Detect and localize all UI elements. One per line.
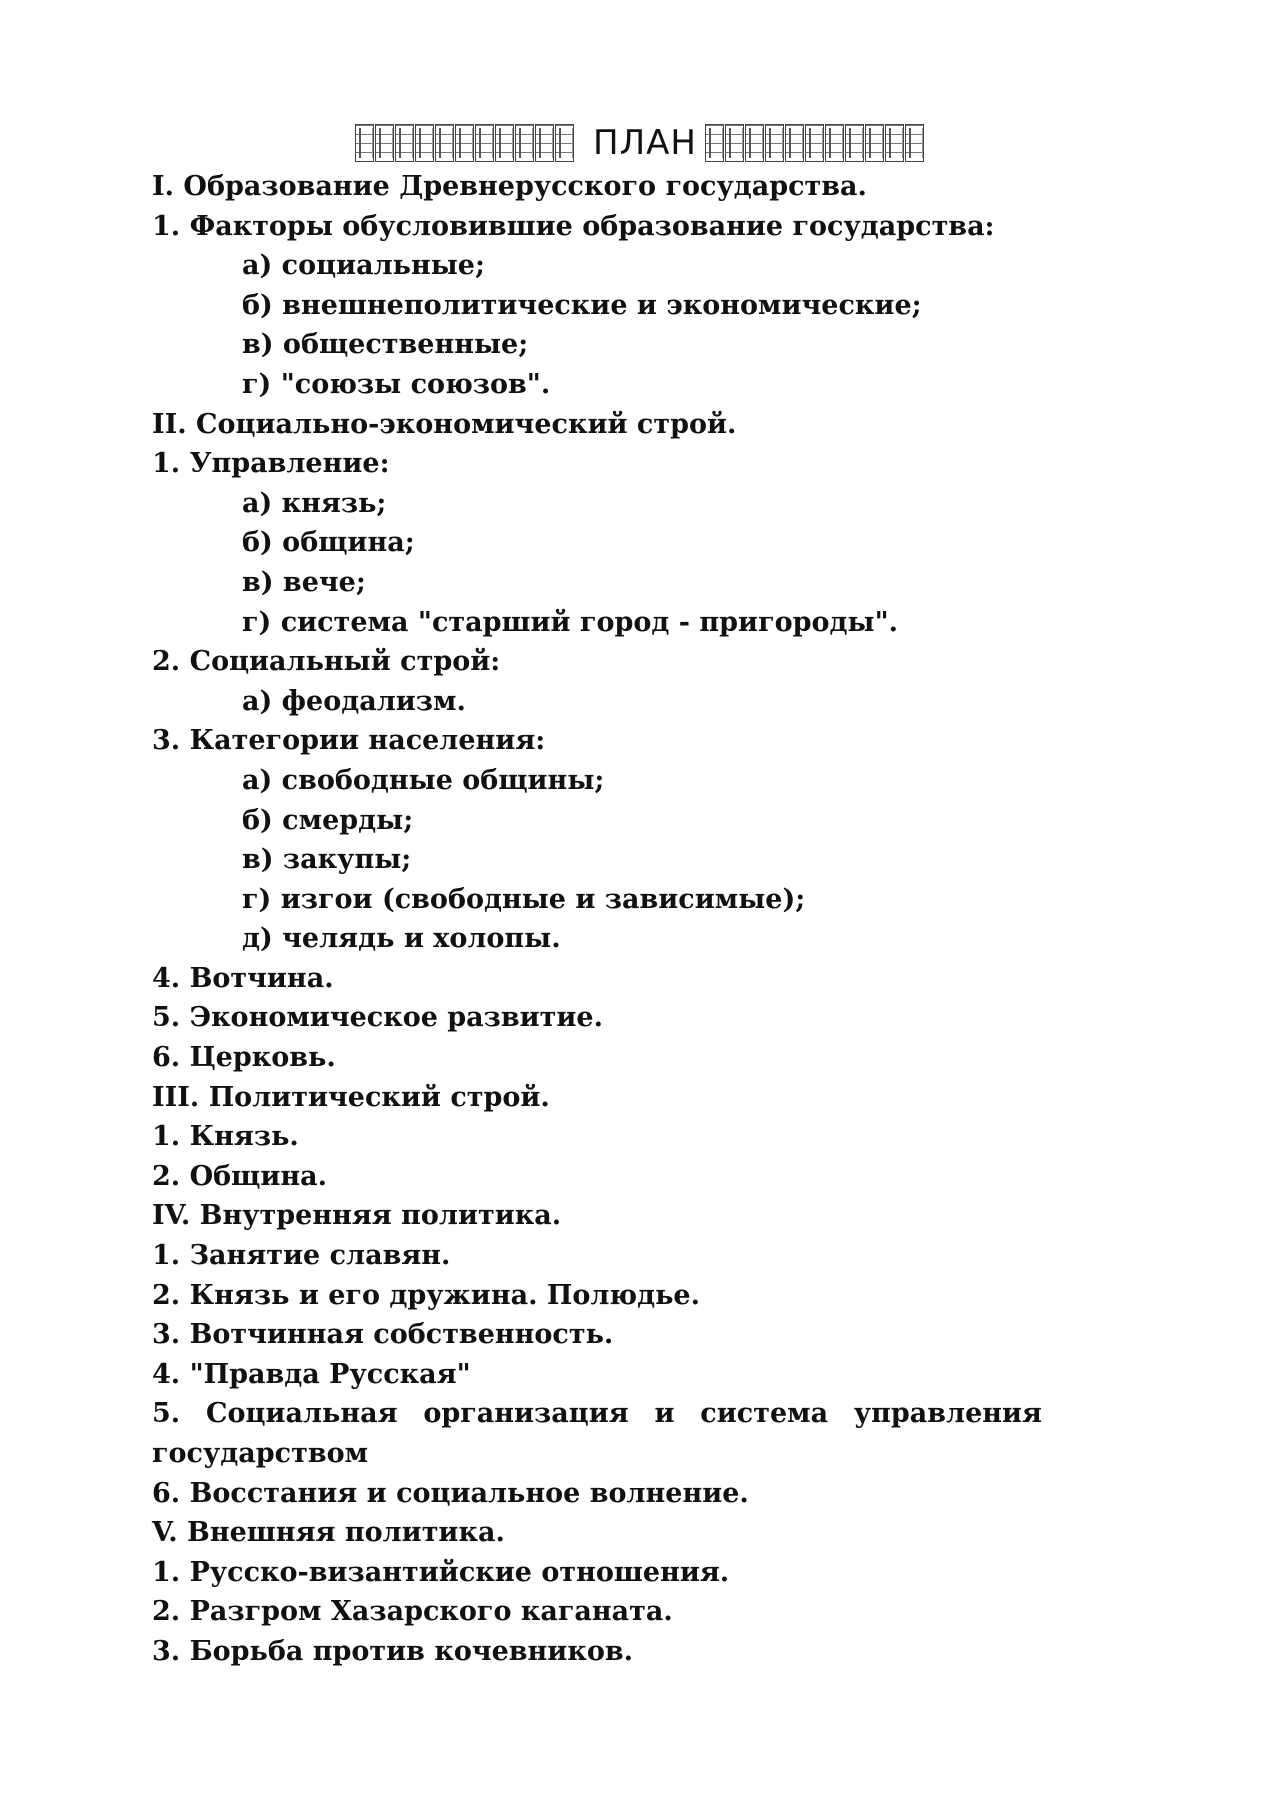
title-line xyxy=(0,118,1280,168)
outline-subitem: а) социальные; xyxy=(242,250,485,282)
missing-glyph-icon xyxy=(455,124,474,162)
outline-item: V. Внешняя политика. xyxy=(152,1517,505,1549)
outline-item: 4. "Правда Русская" xyxy=(152,1358,471,1390)
page-title: ПЛАН xyxy=(593,123,697,163)
missing-glyph-icon xyxy=(435,124,454,162)
outline-item: 1. Факторы обусловившие образование государства: xyxy=(152,210,995,242)
outline-item: 6. Восстания и социальное волнение. xyxy=(152,1477,749,1509)
missing-glyph-run-right xyxy=(705,124,925,162)
outline-item: II. Социально-экономический строй. xyxy=(152,408,737,440)
missing-glyph-icon xyxy=(865,124,884,162)
outline-subitem: г) "союзы союзов". xyxy=(242,368,551,400)
missing-glyph-icon xyxy=(765,124,784,162)
outline-item: 3. Борьба против кочевников. xyxy=(152,1635,634,1667)
outline-subitem: в) закупы; xyxy=(242,844,412,876)
missing-glyph-icon xyxy=(885,124,904,162)
missing-glyph-icon xyxy=(845,124,864,162)
outline-subitem: а) феодализм. xyxy=(242,685,466,717)
outline-subitem: б) смерды; xyxy=(242,804,414,836)
outline-item: 2. Князь и его дружина. Полюдье. xyxy=(152,1279,701,1311)
outline-item: 2. Община. xyxy=(152,1160,328,1192)
missing-glyph-run-left xyxy=(355,124,575,162)
outline-subitem: а) свободные общины; xyxy=(242,764,605,796)
outline-item: 5. Социальная организация и система управления государством xyxy=(152,1398,1042,1469)
missing-glyph-icon xyxy=(495,124,514,162)
outline-subitem: б) община; xyxy=(242,527,415,559)
outline-item: III. Политический строй. xyxy=(152,1081,550,1113)
outline-item: 3. Вотчинная собственность. xyxy=(152,1319,614,1351)
outline-item: IV. Внутренняя политика. xyxy=(152,1200,562,1232)
outline-item: 1. Управление: xyxy=(152,448,390,480)
missing-glyph-icon xyxy=(375,124,394,162)
missing-glyph-icon xyxy=(415,124,434,162)
outline-item: I. Образование Древнерусского государства. xyxy=(152,171,867,202)
missing-glyph-icon xyxy=(395,124,414,162)
outline-subitem: б) внешнеполитические и экономические; xyxy=(242,289,922,321)
outline-item: 3. Категории населения: xyxy=(152,725,546,757)
outline-item: 1. Занятие славян. xyxy=(152,1240,451,1272)
outline-subitem: г) изгои (свободные и зависимые); xyxy=(242,883,806,915)
outline-item: 2. Социальный строй: xyxy=(152,646,501,678)
outline-item: 1. Князь. xyxy=(152,1121,299,1153)
outline-subitem: д) челядь и холопы. xyxy=(242,923,561,955)
missing-glyph-icon xyxy=(785,124,804,162)
outline-subitem: г) система "старший город - пригороды". xyxy=(242,606,899,638)
outline-item: 2. Разгром Хазарского каганата. xyxy=(152,1596,673,1628)
outline-subitem: в) общественные; xyxy=(242,329,529,361)
outline-item: 6. Церковь. xyxy=(152,1042,336,1074)
missing-glyph-icon xyxy=(355,124,374,162)
missing-glyph-icon xyxy=(805,124,824,162)
missing-glyph-icon xyxy=(535,124,554,162)
missing-glyph-icon xyxy=(745,124,764,162)
missing-glyph-icon xyxy=(515,124,534,162)
missing-glyph-icon xyxy=(905,124,924,162)
plan-outline xyxy=(152,167,1152,1672)
missing-glyph-icon xyxy=(705,124,724,162)
missing-glyph-icon xyxy=(555,124,574,162)
outline-subitem: а) князь; xyxy=(242,487,387,519)
outline-item: 4. Вотчина. xyxy=(152,962,334,994)
outline-item: 1. Русско-византийские отношения. xyxy=(152,1556,730,1588)
outline-subitem: в) вече; xyxy=(242,566,366,598)
missing-glyph-icon xyxy=(825,124,844,162)
outline-item: 5. Экономическое развитие. xyxy=(152,1002,604,1034)
missing-glyph-icon xyxy=(725,124,744,162)
missing-glyph-icon xyxy=(475,124,494,162)
